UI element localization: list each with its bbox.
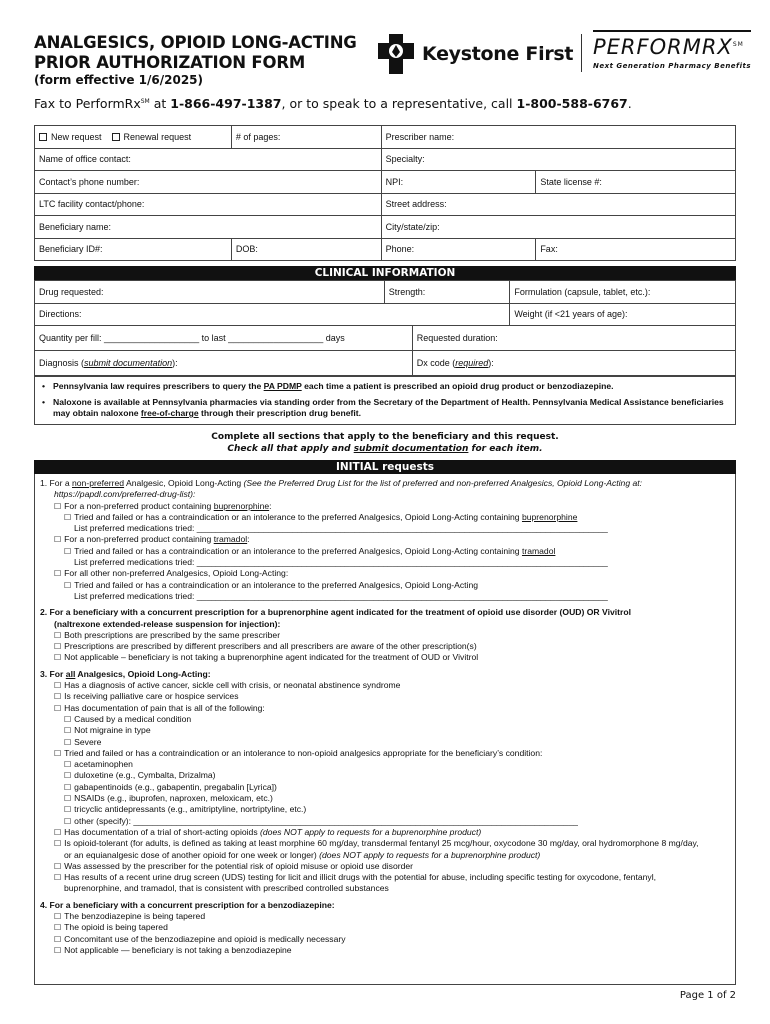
form-title-line2: PRIOR AUTHORIZATION FORM <box>34 53 306 72</box>
specialty-field[interactable]: Specialty: <box>381 148 735 171</box>
performrx-logo <box>593 30 751 70</box>
pages-field[interactable]: # of pages: <box>231 126 381 149</box>
q1-bup-list-tried[interactable]: List preferred medications tried: ______________________________________________________________________________________ <box>74 523 608 534</box>
q1-bup-a: For a non-preferred product containing <box>64 500 214 511</box>
q2-option-same-prescriber[interactable]: ☐ Both prescriptions are prescribed by the same prescriber <box>40 630 730 641</box>
npi-field[interactable]: NPI: <box>381 171 536 194</box>
q1-tram-b: : <box>247 534 250 545</box>
notes-box <box>34 376 736 425</box>
q3-o6b-i: (does NOT apply to requests for a buprenorphine product) <box>319 849 541 860</box>
diagnosis-field[interactable] <box>35 351 413 376</box>
q1-tramadol-checkbox[interactable] <box>40 534 730 545</box>
question-4: 4. For a beneficiary with a concurrent prescription for a benzodiazepine: <box>40 899 335 910</box>
q1-tram-list-tried[interactable]: List preferred medications tried: ______________________________________________________________________________________ <box>74 557 608 568</box>
fax-mid: at <box>149 96 171 111</box>
phone-number: 1-800-588-6767 <box>516 96 628 111</box>
dx-label-a: Dx code ( <box>416 358 456 368</box>
check-instructions <box>34 443 736 455</box>
performrx-tagline: Next Generation Pharmacy Benefits <box>593 62 752 70</box>
form-title <box>34 33 357 73</box>
quantity-field[interactable]: Quantity per fill: ___________________ to last ___________________ days <box>35 326 413 351</box>
formulation-field[interactable]: Formulation (capsule, tablet, etc.): <box>510 281 736 304</box>
q3-a: 3. For <box>40 668 66 679</box>
new-request-checkbox[interactable] <box>39 133 47 141</box>
q3-o6b-a: or an equianalgesic dose of another opioid for one week or longer) <box>64 849 320 860</box>
beneficiary-name-field[interactable]: Beneficiary name: <box>35 216 382 239</box>
initial-requests-heading: INITIAL requests <box>34 460 736 474</box>
fax-mid2: , or to speak to a representative, call <box>281 96 517 111</box>
q1-tram-tried-checkbox[interactable] <box>40 546 730 557</box>
q3-gabapentinoids-checkbox[interactable]: ☐ gabapentinoids (e.g., gabapentin, pregabalin [Lyrica]) <box>40 782 730 793</box>
q3-o5-i: (does NOT apply to requests for a buprenorphine product) <box>260 826 482 837</box>
q4-not-applicable-checkbox[interactable]: ☐ Not applicable — beneficiary is not taking a benzodiazepine <box>40 945 730 956</box>
performrx-sup: SM <box>732 41 744 48</box>
fax-field[interactable]: Fax: <box>536 238 736 261</box>
q3-severe-checkbox[interactable]: ☐ Severe <box>40 737 730 748</box>
question-2: 2. For a beneficiary with a concurrent prescription for a buprenorphine agent indicated for the treatment of opioid use disorder (OUD) OR Vivitrol <box>40 607 631 618</box>
q3-short-acting-trial-checkbox[interactable] <box>40 827 730 838</box>
q3-opioid-tolerant-checkbox[interactable]: ☐ Is opioid-tolerant (for adults, is defined as taking at least morphine 60 mg/day, transdermal fentanyl 25 mcg/hour, oxycodone 30 mg/day, oral hydromorphone 8 mg/day, <box>40 838 730 849</box>
pdmp-note-a: Pennsylvania law requires prescribers to query the <box>53 381 264 391</box>
q2-option-not-applicable[interactable]: ☐ Not applicable – beneficiary is not taking a buprenorphine agent indicated for the treatment of OUD or Vivitrol <box>40 652 730 663</box>
question-3 <box>40 669 730 680</box>
diagnosis-documentation-link[interactable]: submit documentation <box>84 358 173 368</box>
q1-bup-tried-checkbox[interactable] <box>40 512 730 523</box>
q1-tram-tried-a: Tried and failed or has a contraindication or an intolerance to the preferred Analgesics, Opioid Long-Acting containing <box>74 545 522 556</box>
question-1 <box>40 478 730 489</box>
directions-field[interactable]: Directions: <box>35 303 510 326</box>
beneficiary-id-field[interactable]: Beneficiary ID#: <box>35 238 232 261</box>
q3-b: Analgesics, Opioid Long-Acting: <box>75 668 211 679</box>
office-contact-field[interactable]: Name of office contact: <box>35 148 382 171</box>
q1-tram-a: For a non-preferred product containing <box>64 534 214 545</box>
prescriber-name-field[interactable]: Prescriber name: <box>381 126 735 149</box>
fax-sup: SM <box>140 97 150 105</box>
check-instructions-a: Check all that apply and <box>227 444 354 454</box>
question-2-cont: (naltrexone extended-release suspension for injection): <box>54 618 281 629</box>
q1-b: Analgesic, Opioid Long-Acting <box>124 478 244 488</box>
naloxone-note <box>41 397 729 420</box>
q4-opioid-tapered-checkbox[interactable]: ☐ The opioid is being tapered <box>40 922 730 933</box>
q3-palliative-checkbox[interactable]: ☐ Is receiving palliative care or hospice services <box>40 691 730 702</box>
q1-a: 1. For a <box>40 478 72 488</box>
q3-medical-condition-checkbox[interactable]: ☐ Caused by a medical condition <box>40 714 730 725</box>
q3-uds-cont: buprenorphine, and tramadol, that is consistent with prescribed controlled substances <box>64 883 389 894</box>
naloxone-note-b: may obtain naloxone <box>53 408 141 418</box>
q1-tram-tried-u: tramadol <box>521 545 556 556</box>
fax-number: 1-866-497-1387 <box>170 96 282 111</box>
q1-buprenorphine-checkbox[interactable] <box>40 501 730 512</box>
submit-documentation-link[interactable]: submit documentation <box>353 444 469 454</box>
q3-acetaminophen-checkbox[interactable]: ☐ acetaminophen <box>40 759 730 770</box>
q3-uds-checkbox[interactable]: ☐ Has results of a recent urine drug screen (UDS) testing for licit and illicit drugs with the potential for abuse, including specific testing for oxycodone, fentanyl, <box>40 872 730 883</box>
form-title-line1: ANALGESICS, OPIOID LONG-ACTING <box>34 33 357 52</box>
contact-phone-field[interactable]: Contact’s phone number: <box>35 171 382 194</box>
city-state-zip-field[interactable]: City/state/zip: <box>381 216 735 239</box>
form-effective-date: (form effective 1/6/2025) <box>34 73 203 87</box>
phone-field[interactable]: Phone: <box>381 238 536 261</box>
diagnosis-label-a: Diagnosis ( <box>39 358 85 368</box>
page-number: Page 1 of 2 <box>679 990 736 1001</box>
fax-instructions <box>34 96 632 111</box>
renewal-request-checkbox[interactable] <box>112 133 120 141</box>
dx-code-field[interactable] <box>412 351 735 376</box>
pdl-url[interactable]: https://papdl.com/preferred-drug-list): <box>54 489 196 500</box>
q1-bup-b: : <box>269 500 272 511</box>
logo-divider <box>581 34 582 72</box>
pa-pdmp-link[interactable]: PA PDMP <box>263 381 302 391</box>
state-license-field[interactable]: State license #: <box>536 171 736 194</box>
fax-pre: Fax to PerformRx <box>34 96 141 111</box>
ltc-contact-field[interactable]: LTC facility contact/phone: <box>35 193 382 216</box>
diagnosis-label-b: ): <box>172 358 178 368</box>
request-type-cell <box>35 126 232 149</box>
dx-label-b: ): <box>488 358 494 368</box>
keystone-cross-icon <box>378 34 414 74</box>
dob-field[interactable]: DOB: <box>231 238 381 261</box>
q3-pain-documentation-checkbox[interactable]: ☐ Has documentation of pain that is all of the following: <box>40 703 730 714</box>
check-instructions-b: for each item. <box>468 444 543 454</box>
non-preferred-link[interactable]: non-preferred <box>72 478 125 488</box>
dx-required-link[interactable]: required <box>455 358 489 368</box>
q3-non-opioid-checkbox[interactable]: ☐ Tried and failed or has a contraindication or an intolerance to non-opioid analgesics appropriate for the beneficiary’s condition: <box>40 748 730 759</box>
q3-o5-a: Has documentation of a trial of short-acting opioids <box>64 826 261 837</box>
strength-field[interactable]: Strength: <box>384 281 510 304</box>
street-address-field[interactable]: Street address: <box>381 193 735 216</box>
q3-not-migraine-checkbox[interactable]: ☐ Not migraine in type <box>40 725 730 736</box>
q3-cancer-checkbox[interactable]: ☐ Has a diagnosis of active cancer, sickle cell with crisis, or neonatal abstinence syndrome <box>40 680 730 691</box>
q3-opioid-tolerant-cont <box>40 850 730 861</box>
q1-tram-u: tramadol <box>213 534 248 545</box>
weight-field[interactable]: Weight (if <21 years of age): <box>510 303 736 326</box>
q3-u: all <box>65 668 76 679</box>
keystone-first-logo <box>378 34 573 74</box>
q3-nsaids-checkbox[interactable]: ☐ NSAIDs (e.g., ibuprofen, naproxen, meloxicam, etc.) <box>40 793 730 804</box>
q1-bup-tried-u: buprenorphine <box>521 511 578 522</box>
complete-instructions: Complete all sections that apply to the beneficiary and this request. <box>211 432 559 442</box>
pdmp-note-b: each time a patient is prescribed an opioid drug product or benzodiazepine. <box>301 381 614 391</box>
q1-bup-tried-a: Tried and failed or has a contraindication or an intolerance to the preferred Analgesics, Opioid Long-Acting containing <box>74 511 522 522</box>
free-of-charge-link[interactable]: free-of-charge <box>140 408 199 418</box>
pdmp-note <box>41 381 729 393</box>
naloxone-note-a: Naloxone is available at Pennsylvania pharmacies via standing order from the Secretary of the Department of Health. Pennsylvania Medical Assistance beneficiaries <box>53 396 724 407</box>
renewal-request-label: Renewal request <box>123 131 192 142</box>
clinical-information-heading: CLINICAL INFORMATION <box>34 266 736 280</box>
q2-option-different-prescribers[interactable]: ☐ Prescriptions are prescribed by different prescribers and all prescribers are aware of the other prescription(s) <box>40 641 730 652</box>
keystone-first-name: Keystone First <box>422 43 574 65</box>
q1-other-checkbox[interactable]: ☐ For all other non-preferred Analgesics, Opioid Long-Acting: <box>40 568 730 579</box>
q4-concomitant-checkbox[interactable]: ☐ Concomitant use of the benzodiazepine and opioid is medically necessary <box>40 934 730 945</box>
performrx-name: PERFORMRX <box>593 35 733 59</box>
q3-other-specify-checkbox[interactable]: ☐ other (specify): _____________________________________________________________________________________________ <box>40 816 730 827</box>
q3-tricyclic-checkbox[interactable]: ☐ tricyclic antidepressants (e.g., amitriptyline, nortriptyline, etc.) <box>40 804 730 815</box>
request-info-table <box>34 125 736 261</box>
clinical-info-table <box>34 280 736 376</box>
q1-c: (See the Preferred Drug List for the list of preferred and non-preferred Analgesics, Opioid Long-Acting at: <box>243 478 643 488</box>
q3-duloxetine-checkbox[interactable]: ☐ duloxetine (e.g., Cymbalta, Drizalma) <box>40 770 730 781</box>
new-request-label: New request <box>51 131 102 142</box>
fax-end: . <box>627 96 632 111</box>
q1-other-list-tried[interactable]: List preferred medications tried: ______________________________________________________________________________________ <box>74 590 608 601</box>
requested-duration-field[interactable]: Requested duration: <box>412 326 735 351</box>
q1-bup-u: buprenorphine <box>213 500 270 511</box>
q1-other-tried-checkbox[interactable]: ☐ Tried and failed or has a contraindication or an intolerance to the preferred Analgesics, Opioid Long-Acting <box>40 580 730 591</box>
naloxone-note-c: through their prescription drug benefit. <box>198 408 361 418</box>
q4-benzo-tapered-checkbox[interactable]: ☐ The benzodiazepine is being tapered <box>40 911 730 922</box>
initial-requests-section <box>34 474 736 985</box>
drug-requested-field[interactable]: Drug requested: <box>35 281 385 304</box>
q3-risk-assessed-checkbox[interactable]: ☐ Was assessed by the prescriber for the potential risk of opioid misuse or opioid use disorder <box>40 861 730 872</box>
